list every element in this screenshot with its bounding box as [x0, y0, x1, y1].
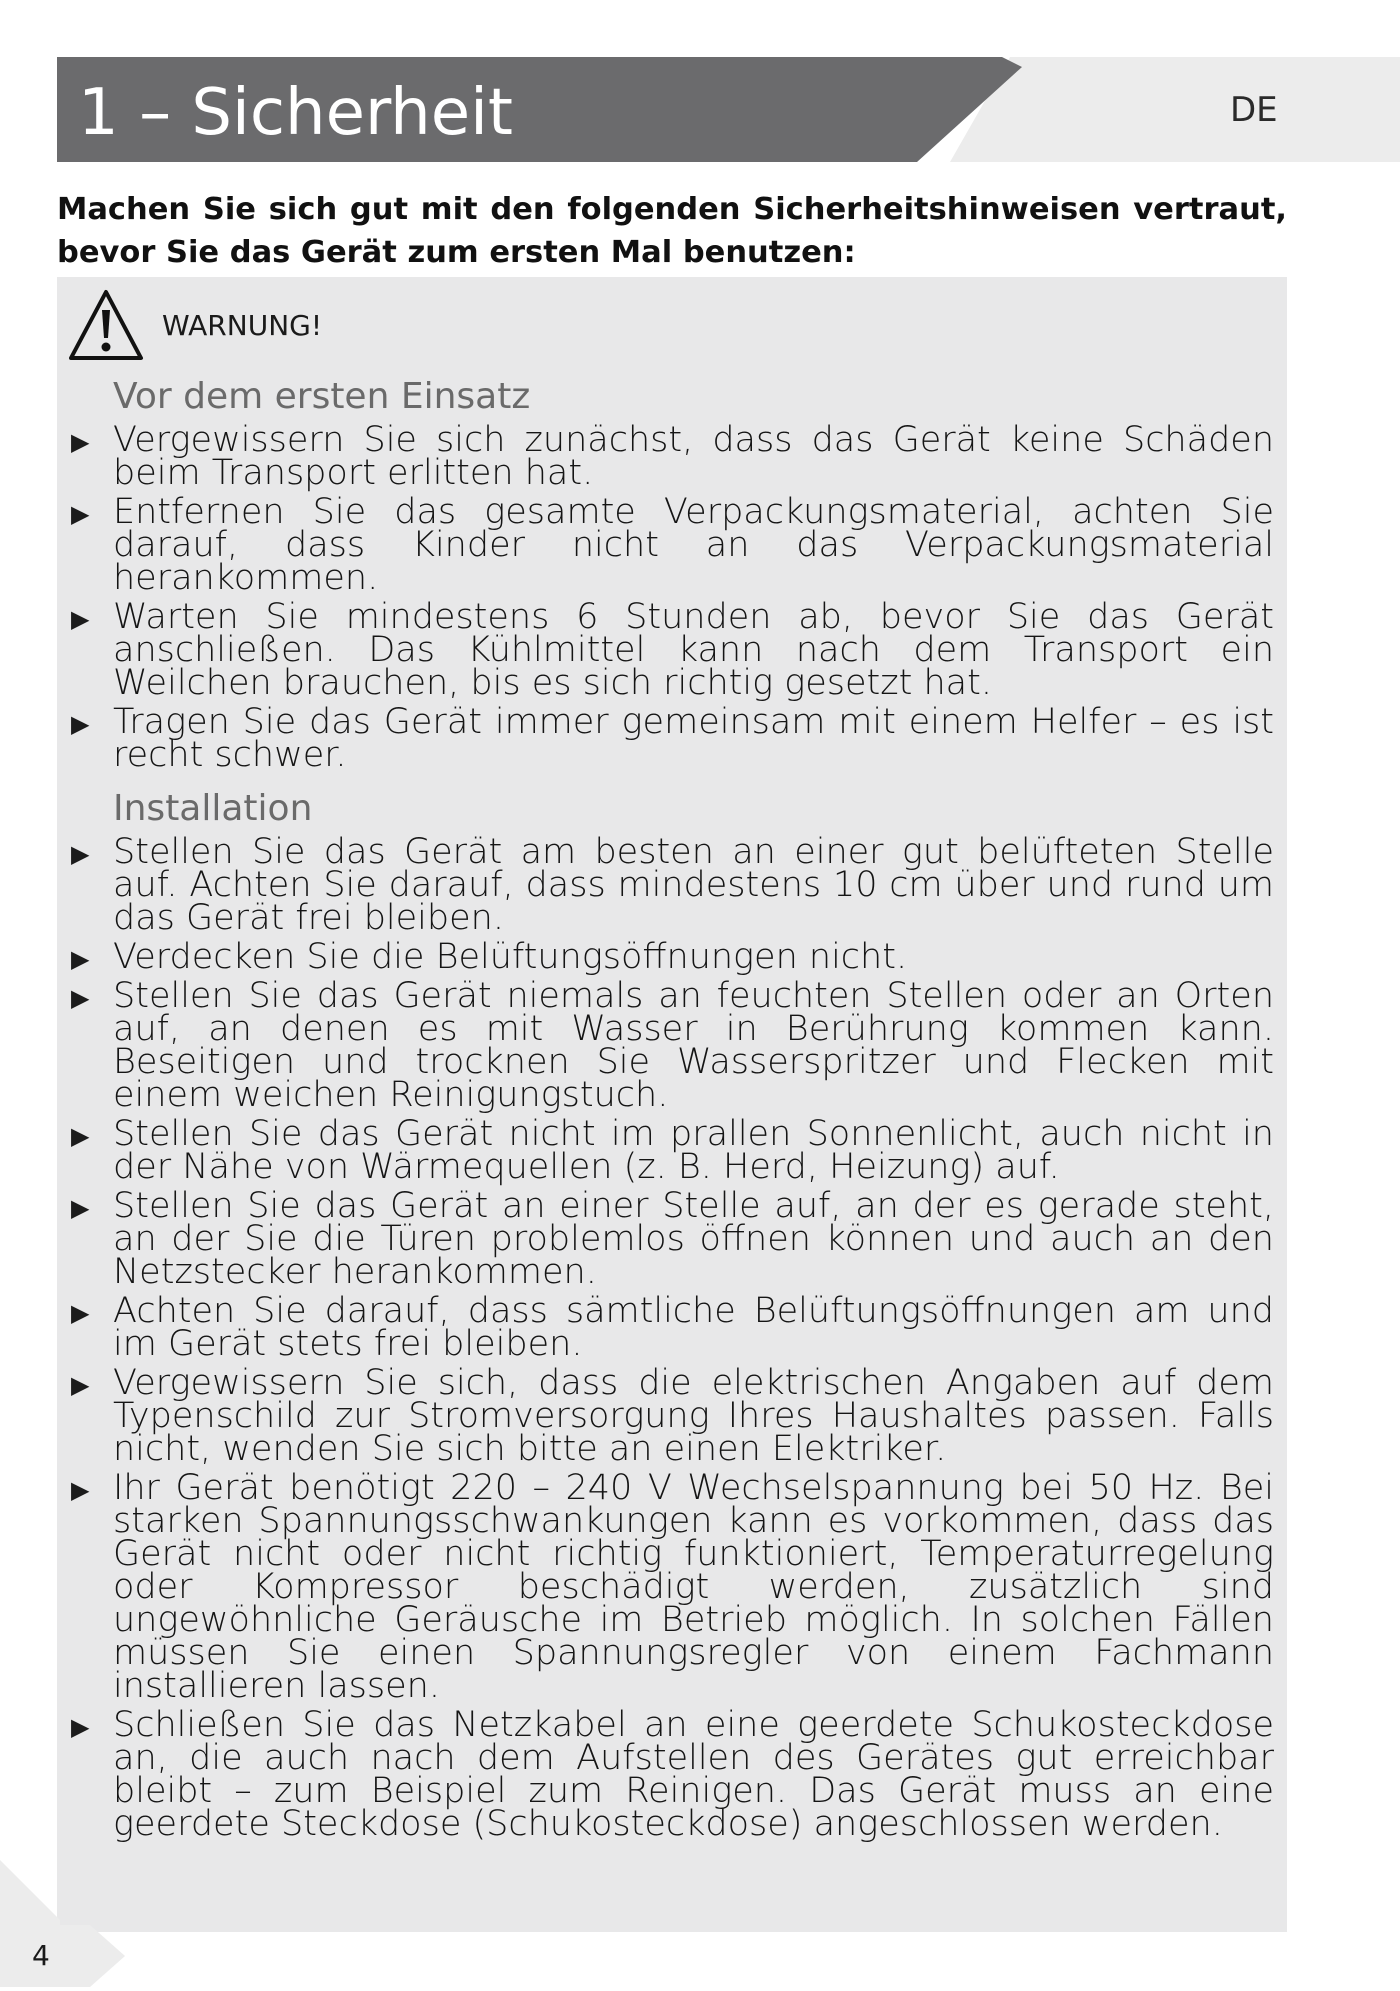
list-item-text: Tragen Sie das Gerät immer gemeinsam mit einem Helfer – es ist recht schwer. — [113, 702, 1274, 775]
bullet-arrow-icon: ▶ — [71, 428, 90, 456]
page-number-tab — [0, 1925, 130, 1987]
language-code: DE — [1230, 90, 1278, 130]
bullet-arrow-icon: ▶ — [71, 605, 90, 633]
page-number: 4 — [32, 1939, 50, 1972]
list-item — [57, 1186, 1287, 1292]
warning-title: WARNUNG! — [162, 309, 323, 342]
list-item — [57, 976, 1287, 1115]
bullet-list — [57, 832, 1287, 1844]
intro-text: Machen Sie sich gut mit den folgenden Sicherheitshinweisen vertraut, bevor Sie das Gerät zum ersten Mal benutzen: — [57, 192, 1287, 270]
list-item-text: Stellen Sie das Gerät niemals an feuchten Stellen oder an Orten auf, an denen es mit Wasser in Berührung kommen kann. Beseitigen und trocknen Sie Wasserspritzer und Flecken mit einem weichen Reinigungstuch. — [113, 976, 1274, 1115]
section-heading: Installation — [113, 788, 313, 829]
list-item-text: Vergewissern Sie sich, dass die elektrischen Angaben auf dem Typenschild zur Stromversorgung Ihres Haushaltes passen. Falls nicht, wenden Sie sich bitte an einen Elektriker. — [113, 1363, 1274, 1469]
page-number-background — [0, 1925, 130, 1987]
bullet-arrow-icon: ▶ — [71, 945, 90, 973]
list-item-text: Stellen Sie das Gerät an einer Stelle auf, an der es gerade steht, an der Sie die Türen problemlos öffnen können und auch an den Netzstecker herankommen. — [113, 1186, 1274, 1292]
bullet-arrow-icon: ▶ — [71, 1299, 90, 1327]
list-item-text: Achten Sie darauf, dass sämtliche Belüftungsöffnungen am und im Gerät stets frei bleiben. — [113, 1291, 1274, 1364]
bullet-arrow-icon: ▶ — [71, 1713, 90, 1741]
list-item — [57, 832, 1287, 938]
list-item — [57, 1468, 1287, 1706]
list-item — [57, 597, 1287, 703]
page-title: 1 – Sicherheit — [78, 76, 513, 150]
list-item — [57, 420, 1287, 493]
section-heading: Vor dem ersten Einsatz — [113, 376, 531, 417]
list-item-text: Vergewissern Sie sich zunächst, dass das Gerät keine Schäden beim Transport erlitten hat. — [113, 420, 1274, 493]
bullet-arrow-icon: ▶ — [71, 1476, 90, 1504]
list-item — [57, 1705, 1287, 1844]
bullet-list — [57, 420, 1287, 775]
list-item-text: Schließen Sie das Netzkabel an eine geerdete Schukosteckdose an, die auch nach dem Aufstellen des Gerätes gut erreichbar bleibt – zum Beispiel zum Reinigen. Das Gerät muss an eine geerdete Steckdose (Schukosteckdose) angeschlossen werden. — [113, 1705, 1274, 1844]
bullet-arrow-icon: ▶ — [71, 710, 90, 738]
list-item — [57, 1114, 1287, 1187]
list-item — [57, 492, 1287, 598]
list-item-text: Warten Sie mindestens 6 Stunden ab, bevor Sie das Gerät anschließen. Das Kühlmittel kann nach dem Transport ein Weilchen brauchen, bis es sich richtig gesetzt hat. — [113, 597, 1274, 703]
list-item — [57, 702, 1287, 775]
list-item-text: Entfernen Sie das gesamte Verpackungsmaterial, achten Sie darauf, dass Kinder nicht an das Verpackungsmaterial herankommen. — [113, 492, 1274, 598]
bullet-arrow-icon: ▶ — [71, 1194, 90, 1222]
warning-content — [57, 370, 1287, 1851]
bullet-arrow-icon: ▶ — [71, 1371, 90, 1399]
list-item-text: Verdecken Sie die Belüftungsöffnungen nicht. — [113, 937, 908, 977]
bullet-arrow-icon: ▶ — [71, 500, 90, 528]
list-item — [57, 1291, 1287, 1364]
list-item-text: Ihr Gerät benötigt 220 – 240 V Wechselspannung bei 50 Hz. Bei starken Spannungsschwankungen kann es vorkommen, dass das Gerät nicht oder nicht richtig funktioniert, Temperaturregelung oder Kompressor beschädigt werden, zusätzlich sind ungewöhnliche Geräusche im Betrieb möglich. In solchen Fällen müssen Sie einen Spannungsregler von einem Fachmann installieren lassen. — [113, 1468, 1274, 1706]
warning-triangle-icon — [66, 286, 146, 364]
list-item-text: Stellen Sie das Gerät am besten an einer gut belüfteten Stelle auf. Achten Sie darauf, dass mindestens 10 cm über und rund um das Gerät frei bleiben. — [113, 832, 1274, 938]
bullet-arrow-icon: ▶ — [71, 1122, 90, 1150]
bullet-arrow-icon: ▶ — [71, 984, 90, 1012]
list-item — [57, 1363, 1287, 1469]
bullet-arrow-icon: ▶ — [71, 840, 90, 868]
list-item — [57, 937, 1287, 977]
list-item-text: Stellen Sie das Gerät nicht im prallen Sonnenlicht, auch nicht in der Nähe von Wärmequellen (z. B. Herd, Heizung) auf. — [113, 1114, 1274, 1187]
